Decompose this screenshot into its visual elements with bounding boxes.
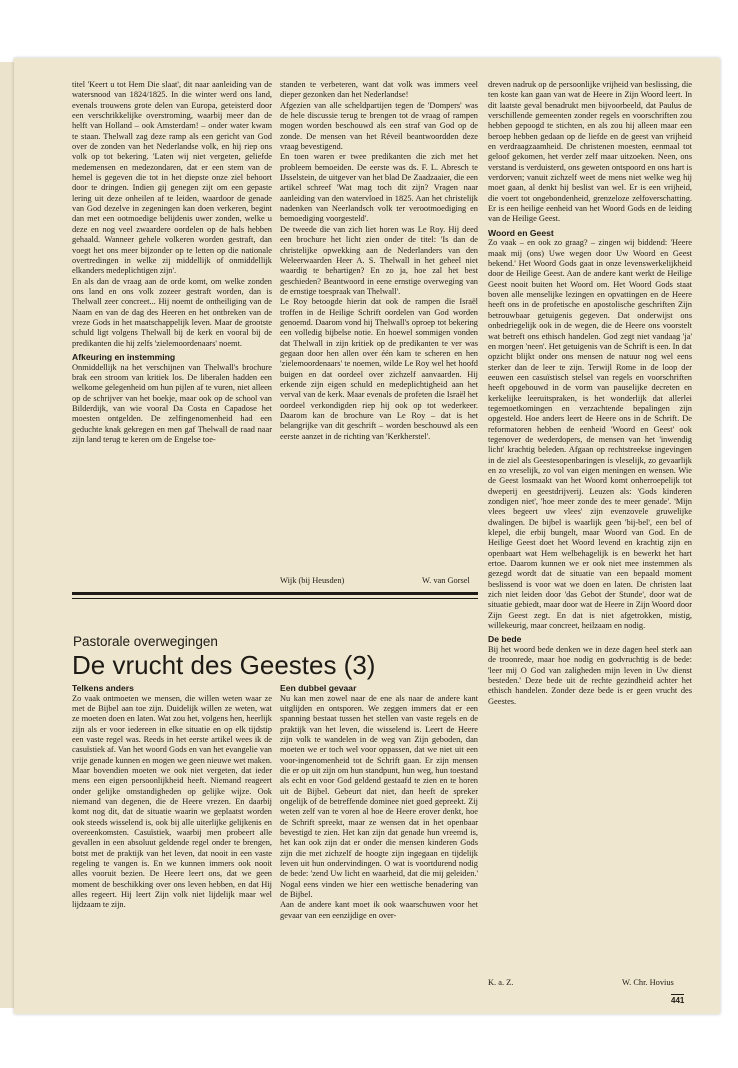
- author-initials: K. a. Z.: [488, 978, 514, 987]
- paragraph: Aan de andere kant moet ik ook waarschuwen voor het gevaar van een eenzijdige en over-: [280, 900, 478, 920]
- author-place: Wijk (bij Heusden): [280, 576, 345, 585]
- paragraph: En als dan de vraag aan de orde komt, om welke zonden ons land en ons volk zozeer gestraft worden, dan is Thelwall zeer concreet... Hij noemt de ontheiliging van de Naam en van de dag des Heeren en het ontbreken van de vreze Gods in het maatschappelijk leven. Maar de grootste schuld ligt volgens Thelwall bij de kerk en vooral bij de predikanten die hij zelfs 'zielemoordenaars' noemt.: [72, 276, 272, 348]
- section-heading: Telkens anders: [72, 683, 134, 693]
- section-heading: De bede: [488, 634, 522, 645]
- paragraph: titel 'Keert u tot Hem Die slaat', dit naar aanleiding van de watersnood van 1824/1825. In die winter werd ons land, evenals trouwens grote delen van Europa, geteisterd door een verschrikkelijke overstroming, waarbij meer dan de helft van Holland – ook Amsterdam! – onder water kwam te staan. Thelwall zag deze ramp als een gericht van God over de zonden van het Nederlandse volk, en hij riep ons volk op tot bekering. 'Laten wij niet vergeten, geliefde medemensen en medezondaren, dat er een stem van de hemel is gegeven die tot in het diepste onze ziel behoort door te dringen. Indien gij genegen zijt om een gepaste lering uit deze onheilen af te leiden, waardoor de genade van God dezelve in zegeningen kan doen verkeren, begint dan met een ootmoedige belijdenis uwer zonden, welke u deze en nog veel zwaardere oordelen op de hals hebben gehaald. Wanneer gehele volkeren worden gestraft, dan voegt het ons meer bijzonder op te letten op die nationale overtredingen in welke zij middellijk of onmiddellijk elkanders medeplichtigen zijn'.: [72, 80, 272, 276]
- article-bottom-column-1: [72, 683, 272, 999]
- article-divider-rule: [72, 592, 478, 595]
- paragraph: Nu kan men zowel naar de ene als naar de andere kant uitglijden en ontsporen. We zeggen immers dat er een spanning bestaat tussen het stellen van vaste regels en de praktijk van het leven, die wisselend is. Leert de Heere zijn volk te wandelen in de weg van Zijn geboden, dan moeten we er toch wel voor oppassen, dat we niet uit een voor-ingenomenheid tot de Schrift gaan. Er zijn mensen die er op uit zijn om hun standpunt, hun weg, hun toestand als echt en voor God geldend gestaafd te zien en te horen uit de Bijbel. Gebeurt dat niet, dan heeft de spreker ongelijk of de betreffende dominee niet goed gepreekt. Zij weten zelf van te voren al hoe de Heere erover denkt, hoe de Schrift spreekt, maar ze wensen dat in het openbaar bevestigd te zien. Het kan zijn dat genade hun vreemd is, het kan ook zijn dat er onder die mensen kinderen Gods zijn die met zichzelf de hoogte zijn ingegaan en tijdelijk leven uit hun ondervindingen. O wat is voortdurend nodig de bede: 'zend Uw licht en waarheid, dat die mij geleiden.' Nogal eens vinden we hier een wettische benadering van de Bijbel.: [280, 693, 478, 900]
- author-signature: W. van Gorsel: [422, 576, 470, 585]
- paragraph: standen te verbeteren, want dat volk was immers veel dieper gezonken dan het Nederlandse!: [280, 80, 478, 100]
- paragraph: Onmiddellijk na het verschijnen van Thelwall's brochure brak een stroom van kritiek los. De liberalen hadden een welkome gelegenheid om hun pijlen af te vuren, niet alleen op de schrijver van het boekje, maar ook op de school van Bilderdijk, van wie vooral Da Costa en Capadose het moesten ontgelden. De zelfingenomenheid had een geduchte knak gekregen en men gaf Thelwall de raad naar zijn land terug te keren om de Engelse toe-: [72, 362, 272, 444]
- paragraph: Zo vaak – en ook zo graag? – zingen wij biddend: 'Heere maak mij (ons) Uwe wegen door Uw Woord en Geest bekend.' Het Woord Gods gaat in onze levenswerkelijkheid door de Heilige Geest. Aan de andere kant werkt de Heilige Geest nooit buiten het Woord om. Het Woord Gods staat boven alle menselijke lezingen en opvattingen en de Heere heeft ons in de profetische en apostolische geschriften Zijn betrouwbaar getuigenis gegeven. Dat onderwijst ons onbedriegelijk ook in de wegen, die de Heere ons voorstelt wat betreft ons ethisch handelen. God zegt niet vandaag 'ja' en morgen 'neen'. Het getuigenis van de Schrift is een. In dat opzicht blijkt onder ons mensen de natuur nog wel eens sterker dan de leer te zijn. Terwijl Rome in de loop der eeuwen een casuïstisch stelsel van regels en voorschriften heeft opgebouwd in de vorm van pauselijke decreten en kerkelijke leeruitspraken, is het wonderlijk dat allerlei tegemoetkomingen en verzachtende bepalingen zijn opgesteld. Hoe anders leert de Heere ons in de Schrift. De reformatoren hebben de eenheid 'Woord en Geest' ook tegenover de wederdopers, de mensen van het 'inwendig licht' krachtig beleden. Afgaan op rechtstreekse ingevingen in de ziel als Geestesopenbaringen is vleselijk, zo gevaarlijk en zo vreselijk, zo vol van eigen meningen en wensen. Wie de Geest losmaakt van het Woord komt onherroepelijk tot dweperij en geestdrijverij. Leuzen als: 'Gods kinderen zondigen niet', 'hoe meer zonde des te meer genade'. 'Mijn vlees begeert uw vlees' zijn evenzovele gruwelijke dwalingen. De bijbel is waarlijk geen 'bij-bel', een bel of klepel, die erbij bungelt, maar Woord van God. En de Heilige Geest doet het Woord levend en krachtig zijn en openbaart wat Hem welbehagelijk is en bewerkt het hart ertoe. Daarom kunnen we er ook niet mee instemmen als gezegd wordt dat de situatie van een bepaald moment beslissend is voor wat we doen en laten. De christen laat zich niet leiden door 'das Gebot der Stunde', door wat de situatie gebiedt, maar door wat de Heere in Zijn Woord door Zijn Geest zegt. En dat is niet afgetrokken, mistig, willekeurig, maar concreet, heilzaam en nodig.: [488, 238, 692, 631]
- article-top-column-1: [72, 80, 272, 586]
- paragraph: En toen waren er twee predikanten die zich met het probleem bemoeiden. De eerste was ds. F. L. Abresch te IJsselstein, de uitgever van het blad De Zaadzaaier, die een artikel schreef 'Wat mag toch dit zijn? Vragen naar aanleiding van den watervloed in 1825. Aan het christelijk nadenken van Neerlandsch volk ter verootmoediging en bemoediging voorgesteld'.: [280, 152, 478, 224]
- page-number: 441: [671, 996, 685, 1005]
- paragraph: Le Roy betoogde hierin dat ook de rampen die Israël troffen in de Heilige Schrift oordelen van God worden genoemd. Daarom vond hij Thelwall's oproep tot bekering een volledig bijbelse notie. En hoewel sommigen vonden dat Thelwall in zijn kritiek op de predikanten te ver was gegaan door hen allen over één kam te scheren en hen 'zielemoordenaars' te noemen, wilde Le Roy wel het hoofd buigen en dat oordeel over zichzelf aanvaarden. Hij erkende zijn eigen schuld en medeplichtigheid aan het verval van de kerk. Maar evenals de profeten die Israël het oordeel verkondigden riep hij ook op tot wederkeer. Daarom kan de brochure van Le Roy – dat is het belangrijke van dit geschrift – worden beschouwd als een eerste aanzet in de richting van 'Kerkherstel'.: [280, 297, 478, 441]
- paragraph: Afgezien van alle scheldpartijen tegen de 'Dompers' was de hele discussie terug te brengen tot de vraag of rampen mogen worden beschouwd als een straf van God op de zonde. De mensen van het Réveil beantwoordden deze vraag bevestigend.: [280, 100, 478, 152]
- article-headline: De vrucht des Geestes (3): [72, 650, 376, 680]
- paragraph: dreven nadruk op de persoonlijke vrijheid van beslissing, die ten koste kan gaan van wat de Heere in Zijn Woord leert. In dit laatste geval benadrukt men bijvoorbeeld, dat Paulus de verschillende gemeenten zonder regels en voorschriften zou hebben gepoogd te stichten, en als zou hij alleen maar een beroep hebben gedaan op de liefde en de geest van vrijheid en verdraagzaamheid. De christenen moesten, eenmaal tot geloof gekomen, het verder zelf maar uitzoeken. Neen, ons verstand is verduisterd, ons geweten ontspoord en ons hart is verdorven; vanuit zichzelf weet de mens niet welke weg hij moet gaan, al denkt hij beslist van wel. Er is een vrijheid, die voert tot ongebondenheid, grenzeloze zelfoverschatting. Er is een heilige eenheid van het Woord Gods en de leiding van de Heilige Geest.: [488, 80, 692, 224]
- paragraph: Bij het woord bede denken we in deze dagen heel sterk aan de troonrede, maar hoe nodig en godvruchtig is de bede: 'leer mij O God van zaligheden mijn leven in Uw dienst besteden.' Deze bede uit de rechte gezindheid achter het ethisch handelen. Zonder deze bede is er geen vrucht des Geestes.: [488, 645, 692, 706]
- section-heading: Een dubbel gevaar: [280, 683, 357, 693]
- article-top-column-2: [280, 80, 478, 570]
- author-signature: W. Chr. Hovius: [622, 978, 674, 987]
- article-bottom-column-2: [280, 683, 478, 999]
- section-heading: Woord en Geest: [488, 227, 554, 238]
- paragraph: Zo vaak ontmoeten we mensen, die willen weten waar ze met de Bijbel aan toe zijn. Duidelijk willen ze weten, wat ze moeten doen en laten. Wat zou het, volgens hen, heerlijk zijn als er voor iedereen in elke situatie en op elk tijdstip een vaste regel was. Reeds in het eerste artikel wees ik de casuïstiek af. Van het woord Gods en van het evangelie van vrije genade kunnen en mogen we geen nieuwe wet maken. Maar bovendien moeten we ook niet vergeten, dat ieder mens een eigen persoonlijkheid heeft. Niemand reageert onder gelijke omstandigheden op gelijke wijze. Ook niemand van degenen, die de Heere vrezen. En daarbij komt nog dit, dat de situatie waarin we geplaatst worden ook steeds wisselend is, ook bij alle uiterlijke gelijkenis en overeenkomsten. Casuïstiek, waarbij men probeert alle gevallen in een absoluut geldende regel onder te brengen, botst met de praktijk van het leven, dat nooit in een vaste regeling te vangen is. En we kunnen immers ook nooit alles vooruit bezien. De Heere leert ons, dat we geen moment de beschikking over ons leven hebben, en dat Hij alles regeert. Hij leert Zijn volk niet lijdelijk maar wel lijdzaam te zijn.: [72, 693, 272, 910]
- article-divider-rule: [72, 598, 478, 599]
- section-heading: Afkeuring en instemming: [72, 351, 176, 362]
- article-kicker: Pastorale overwegingen: [73, 634, 218, 649]
- paragraph: De tweede die van zich liet horen was Le Roy. Hij deed een brochure het licht zien onder de titel: 'Is dan de christelijke opwekking aan de Nederlanders van den Weleerwaarden Heer A. S. Thelwall in het geheel niet waardig te behartigen? En zo ja, hoe zal het best geschieden? Beantwoord in eene ernstige overweging van de ernstige toespraak van Thelwall'.: [280, 224, 478, 296]
- article-right-column: [488, 80, 692, 972]
